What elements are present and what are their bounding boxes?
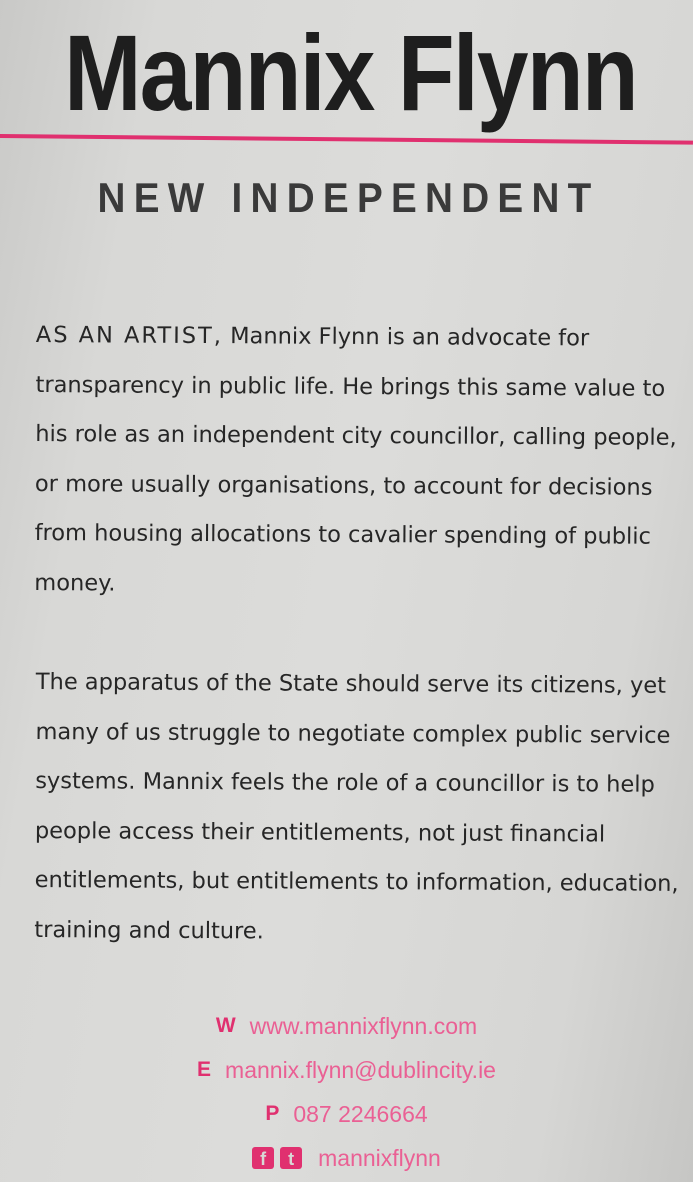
web-label: W	[215, 1014, 236, 1037]
bio-lead-in: AS AN ARTIST,	[35, 321, 224, 350]
phone-number[interactable]: 087 2246664	[293, 1100, 428, 1127]
page-subtitle: NEW INDEPENDENT	[97, 174, 600, 221]
bio-paragraph-2: The apparatus of the State should serve its citizens, yet many of us struggle to negotiate complex public service systems. Mannix feels the role of a councillor is to help people access their entitlements, not just financial entitlements, but entitlements to information, education, training and culture.	[34, 668, 679, 944]
website-link[interactable]: www.mannixflynn.com	[249, 1012, 478, 1039]
facebook-icon[interactable]: f	[252, 1147, 274, 1169]
contact-phone-row	[0, 1092, 693, 1136]
contact-web-row	[0, 1004, 693, 1048]
social-handle[interactable]: mannixflynn	[318, 1144, 441, 1171]
phone-label: P	[265, 1102, 280, 1125]
twitter-icon[interactable]: t	[280, 1147, 302, 1169]
email-label: E	[197, 1058, 212, 1081]
contact-block	[0, 1004, 693, 1180]
contact-social-row	[0, 1136, 693, 1180]
contact-email-row	[0, 1048, 693, 1092]
page-title: Mannix Flynn	[64, 12, 637, 133]
bio-paragraph-1	[34, 311, 686, 612]
bio-paragraph-1-text: Mannix Flynn is an advocate for transparency in public life. He brings this same value to his role as an independent city councillor, calling people, or more usually organisations, to account for decisions from housing allocations to cavalier spending of public money.	[34, 323, 677, 596]
email-link[interactable]: mannix.flynn@dublincity.ie	[225, 1056, 496, 1083]
